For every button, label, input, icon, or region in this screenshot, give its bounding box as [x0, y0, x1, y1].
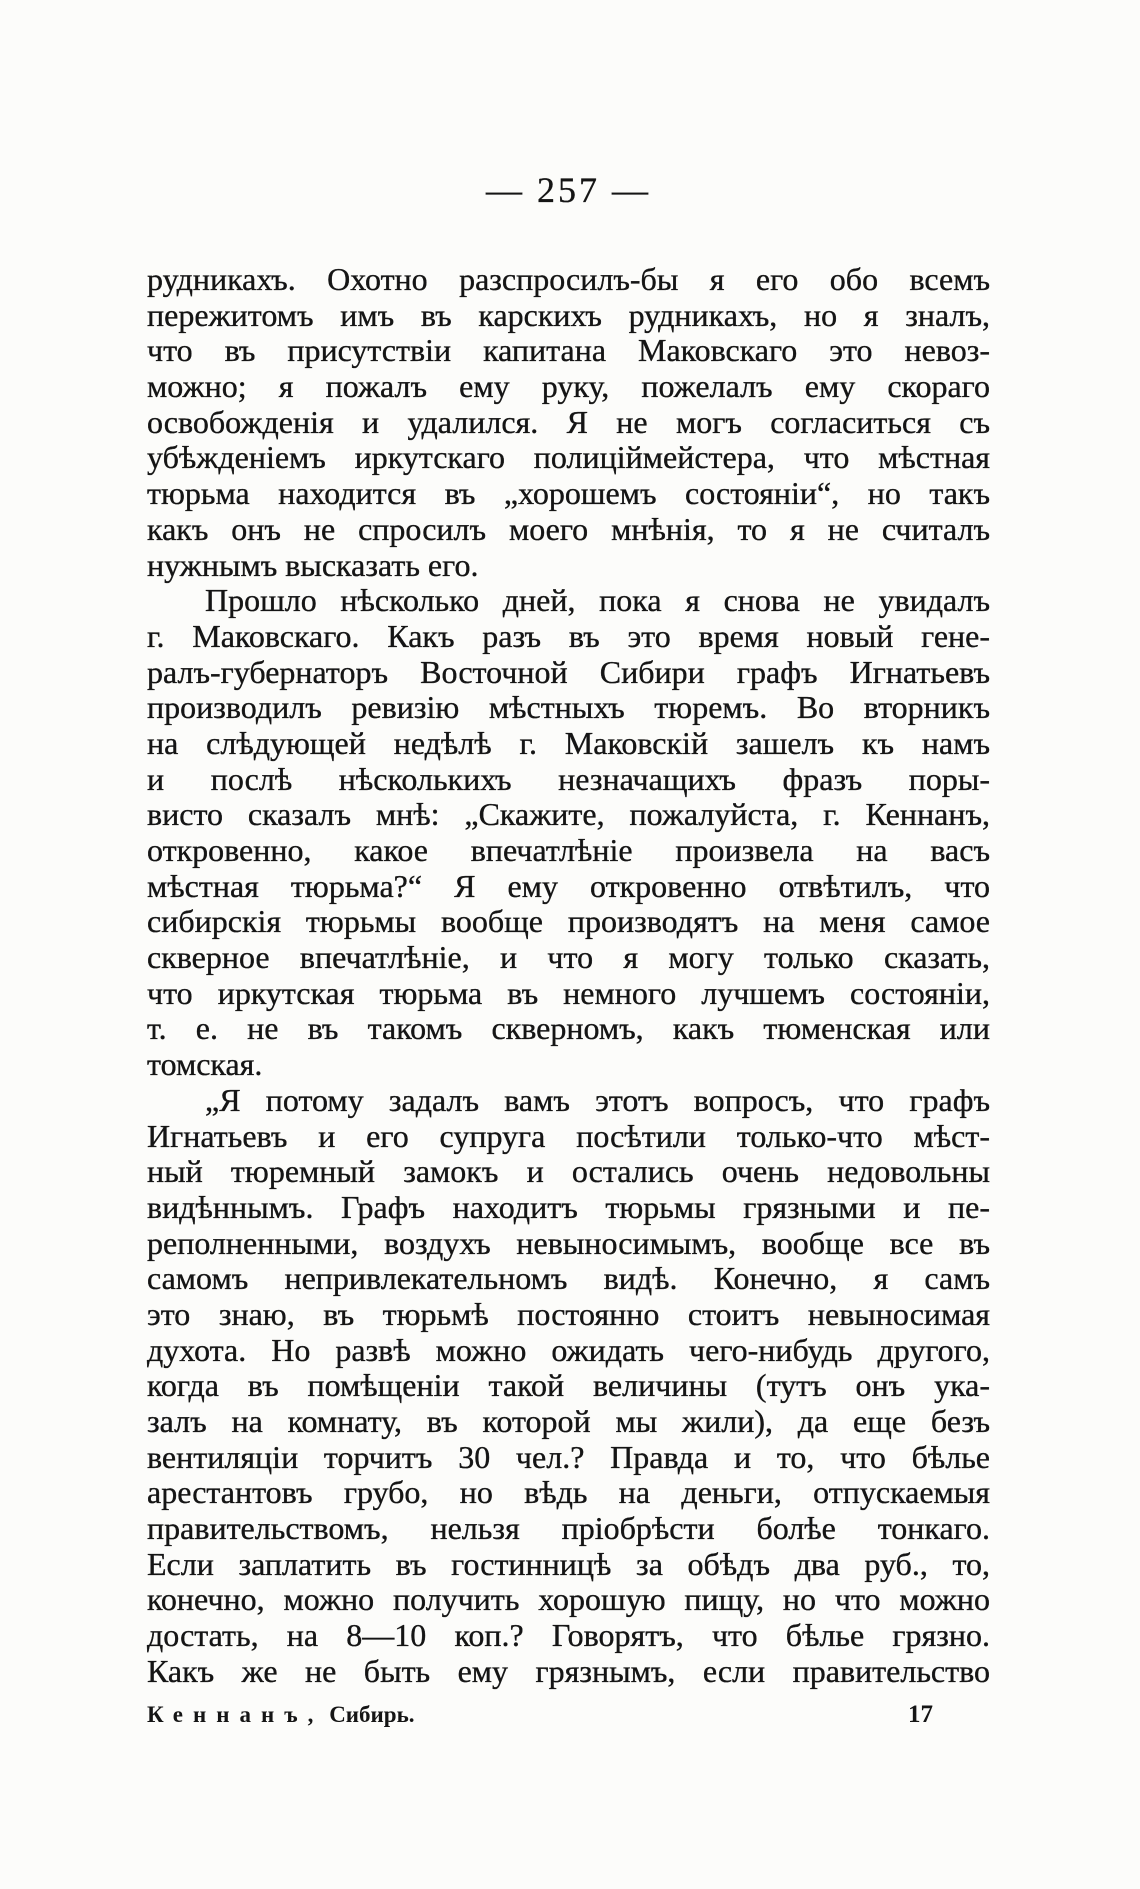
page-footer — [147, 1698, 990, 1732]
text-line: освобожденія и удалился. Я не могъ согласиться съ — [147, 403, 990, 440]
text-line: сибирскія тюрьмы вообще производятъ на меня самое — [147, 903, 990, 940]
text-line: рудникахъ. Охотно разспросилъ-бы я его обо всемъ — [147, 261, 990, 297]
paragraph — [147, 1083, 990, 1690]
text-line: откровенно, какое впечатлѣніе произвела на васъ — [147, 832, 990, 868]
text-line: и послѣ нѣсколькихъ незначащихъ фразъ поры- — [147, 760, 990, 797]
text-line: Игнатьевъ и его супруга посѣтили только-что мѣст- — [147, 1117, 990, 1154]
page-number-header: — 257 — — [486, 170, 651, 210]
text-line: арестантовъ грубо, но вѣдь на деньги, отпускаемыя — [147, 1474, 990, 1511]
body-text — [147, 262, 990, 1690]
text-line: „Я потому задалъ вамъ этотъ вопросъ, что графъ — [205, 1081, 990, 1118]
text-line: достать, на 8—10 коп.? Говорятъ, что бѣлье грязно. — [147, 1617, 990, 1654]
text-line: конечно, можно получить хорошую пищу, но что можно — [147, 1581, 990, 1618]
text-line: что въ присутствіи капитана Маковскаго это невоз- — [147, 332, 990, 369]
text-line: нужнымъ высказать его. — [147, 546, 479, 583]
text-line: ралъ-губернаторъ Восточной Сибири графъ Игнатьевъ — [147, 653, 990, 690]
text-line: самомъ непривлекательномъ видѣ. Конечно, я самъ — [147, 1260, 990, 1297]
text-line: на слѣдующей недѣлѣ г. Маковскій зашелъ къ намъ — [147, 724, 990, 761]
text-line: г. Маковскаго. Какъ разъ въ это время новый гене- — [147, 617, 990, 654]
text-line: ный тюремный замокъ и остались очень недовольны — [147, 1153, 990, 1190]
sheet-signature: 17 — [908, 1701, 933, 1728]
text-line: духота. Но развѣ можно ожидать чего-нибудь другого, — [147, 1331, 990, 1368]
text-line: т. е. не въ такомъ скверномъ, какъ тюменская или — [147, 1010, 990, 1047]
text-line: мѣстная тюрьма?“ Я ему откровенно отвѣтилъ, что — [147, 867, 990, 904]
text-line: реполненными, воздухъ невыносимымъ, вообще все въ — [147, 1224, 990, 1261]
text-line: что иркутская тюрьма въ немного лучшемъ состояніи, — [147, 974, 990, 1011]
text-line: какъ онъ не спросилъ моего мнѣнія, то я не считалъ — [147, 510, 990, 547]
text-line: убѣжденіемъ иркутскаго полиціймейстера, что мѣстная — [147, 439, 990, 476]
text-line: пережитомъ имъ въ карскихъ рудникахъ, но я зналъ, — [147, 296, 990, 333]
text-line: залъ на комнату, въ которой мы жили), да еще безъ — [147, 1403, 990, 1439]
text-line: скверное впечатлѣніе, и что я могу только сказать, — [147, 939, 990, 976]
text-line: тюрьма находится въ „хорошемъ состояніи“, но такъ — [147, 475, 990, 512]
text-line: это знаю, въ тюрьмѣ постоянно стоитъ невыносимая — [147, 1295, 990, 1332]
text-line: правительствомъ, нельзя пріобрѣсти болѣе тонкаго. — [147, 1510, 990, 1547]
text-line: Прошло нѣсколько дней, пока я снова не увидалъ — [205, 582, 990, 619]
footer-title: Сибирь. — [329, 1702, 415, 1727]
text-line: когда въ помѣщеніи такой величины (тутъ онъ ука- — [147, 1367, 990, 1404]
paragraph — [147, 583, 990, 1083]
text-line: можно; я пожалъ ему руку, пожелалъ ему скораго — [147, 368, 990, 405]
text-line: висто сказалъ мнѣ: „Скажите, пожалуйста, г. Кеннанъ, — [147, 796, 990, 833]
text-line: томская. — [147, 1046, 263, 1083]
text-line: видѣннымъ. Графъ находитъ тюрьмы грязными и пе- — [147, 1188, 990, 1225]
text-line: Если заплатить въ гостинницѣ за обѣдъ два руб., то, — [147, 1545, 990, 1582]
footer-author: Кеннанъ, — [147, 1702, 324, 1727]
text-line: вентиляціи торчитъ 30 чел.? Правда и то, что бѣлье — [147, 1438, 990, 1475]
text-line: производилъ ревизію мѣстныхъ тюремъ. Во вторникъ — [147, 689, 990, 726]
text-line: Какъ же не быть ему грязнымъ, если правительство — [147, 1652, 990, 1689]
paragraph — [147, 262, 990, 583]
